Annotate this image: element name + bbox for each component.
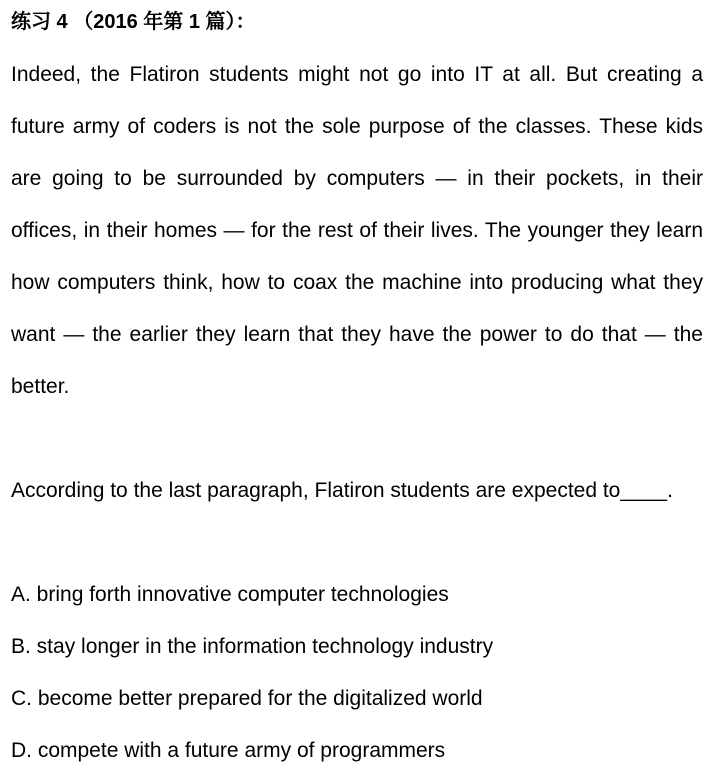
option-b[interactable]: B. stay longer in the information technology industry [11, 635, 494, 658]
option-c[interactable]: C. become better prepared for the digitalized world [11, 687, 483, 710]
option-d[interactable]: D. compete with a future army of programmers [11, 739, 446, 762]
exercise-heading: 练习 4 （2016 年第 1 篇）： [11, 11, 256, 33]
question-stem: According to the last paragraph, Flatiron students are expected to____. [11, 479, 673, 502]
passage-text: Indeed, the Flatiron students might not go into IT at all. But creating a future army of coders is not the sole purpose of the classes. These kids are going to be surrounded by computers — in their pockets, in their offices, in their homes — for the rest of their lives. The younger they learn how computers think, how to coax the machine into producing what they want — the earlier they learn that they have the power to do that — the better. [11, 63, 703, 398]
option-a[interactable]: A. bring forth innovative computer technologies [11, 583, 449, 606]
